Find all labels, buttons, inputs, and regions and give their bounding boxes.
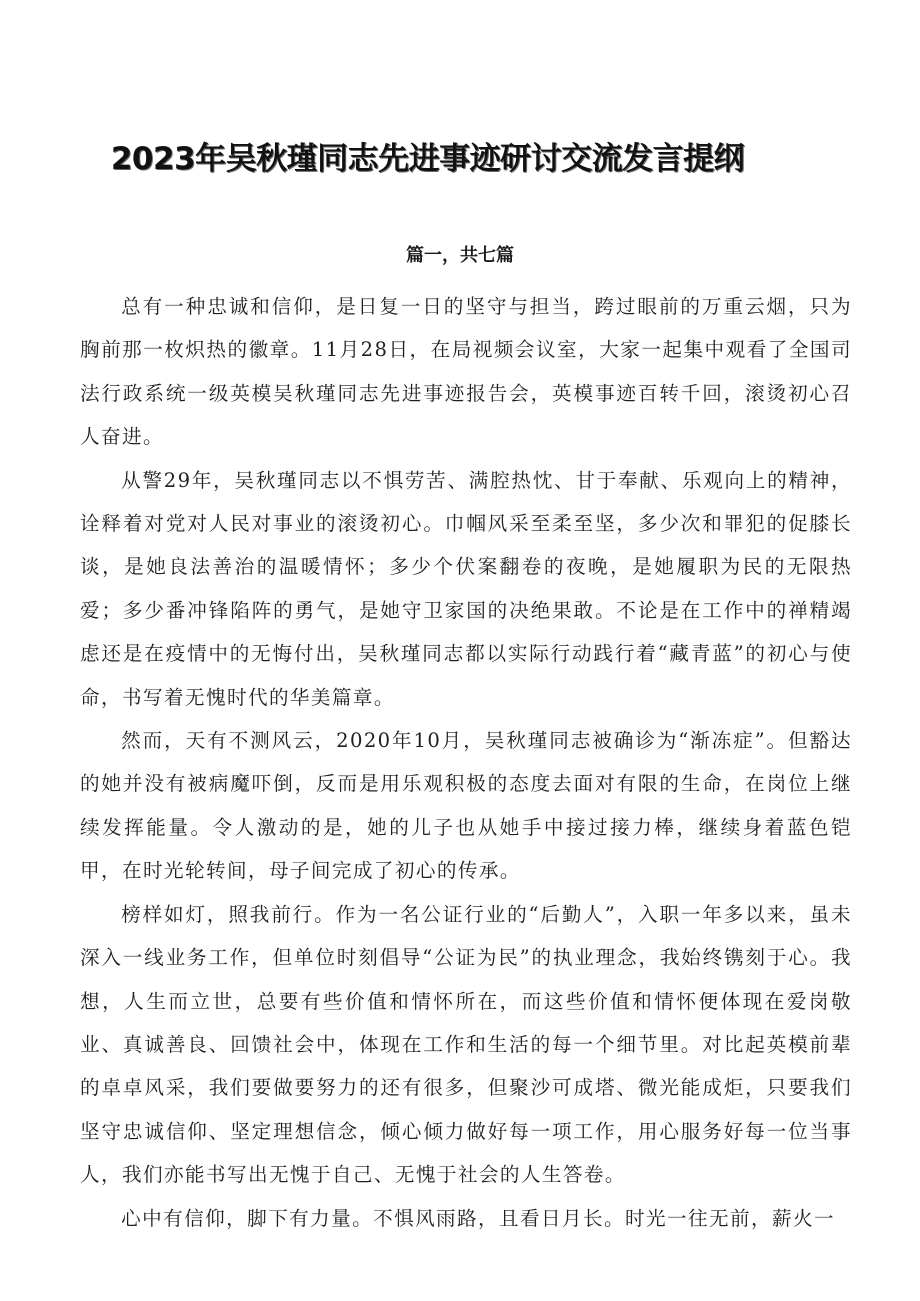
paragraph: 然而，天有不测风云，2020年10月，吴秋瑾同志被确诊为“渐冻症”。但豁达的她并没有被病魔吓倒，反而是用乐观积极的态度去面对有限的生命，在岗位上继续发挥能量。令人激动的是，她的儿子也从她手中接过接力棒，继续身着蓝色铠甲，在时光轮转间，母子间完成了初心的传承。 — [80, 729, 852, 883]
paragraph: 总有一种忠诚和信仰，是日复一日的坚守与担当，跨过眼前的万重云烟，只为胸前那一枚炽热的徽章。11月28日，在局视频会议室，大家一起集中观看了全国司法行政系统一级英模吴秋瑾同志先进事迹报告会，英模事迹百转千回，滚烫初心召人奋进。 — [80, 295, 852, 449]
section-heading: 篇一，共七篇 — [406, 245, 514, 266]
document-title: 2023年吴秋瑾同志先进事迹研讨交流发言提纲 — [110, 141, 745, 177]
paragraph: 心中有信仰，脚下有力量。不惧风雨路，且看日月长。时光一往无前，薪火一 — [121, 1206, 835, 1230]
document-body — [80, 285, 852, 1240]
paragraph: 从警29年，吴秋瑾同志以不惧劳苦、满腔热忱、甘于奉献、乐观向上的精神，诠释着对党对人民对事业的滚烫初心。巾帼风采至柔至坚，多少次和罪犯的促膝长谈，是她良法善治的温暖情怀；多少个伏案翻卷的夜晚，是她履职为民的无限热爱；多少番冲锋陷阵的勇气，是她守卫家国的决绝果敢。不论是在工作中的禅精竭虑还是在疫情中的无悔付出，吴秋瑾同志都以实际行动践行着“藏青蓝”的初心与使命，书写着无愧时代的华美篇章。 — [80, 468, 852, 709]
paragraph: 榜样如灯，照我前行。作为一名公证行业的“后勤人”，入职一年多以来，虽未深入一线业务工作，但单位时刻倡导“公证为民”的执业理念，我始终镌刻于心。我想，人生而立世，总要有些价值和情怀所在，而这些价值和情怀便体现在爱岗敬业、真诚善良、回馈社会中，体现在工作和生活的每一个细节里。对比起英模前辈的卓卓风采，我们要做要努力的还有很多，但聚沙可成塔、微光能成炬，只要我们坚守忠诚信仰、坚定理想信念，倾心倾力做好每一项工作，用心服务好每一位当事人，我们亦能书写出无愧于自己、无愧于社会的人生答卷。 — [80, 902, 852, 1187]
